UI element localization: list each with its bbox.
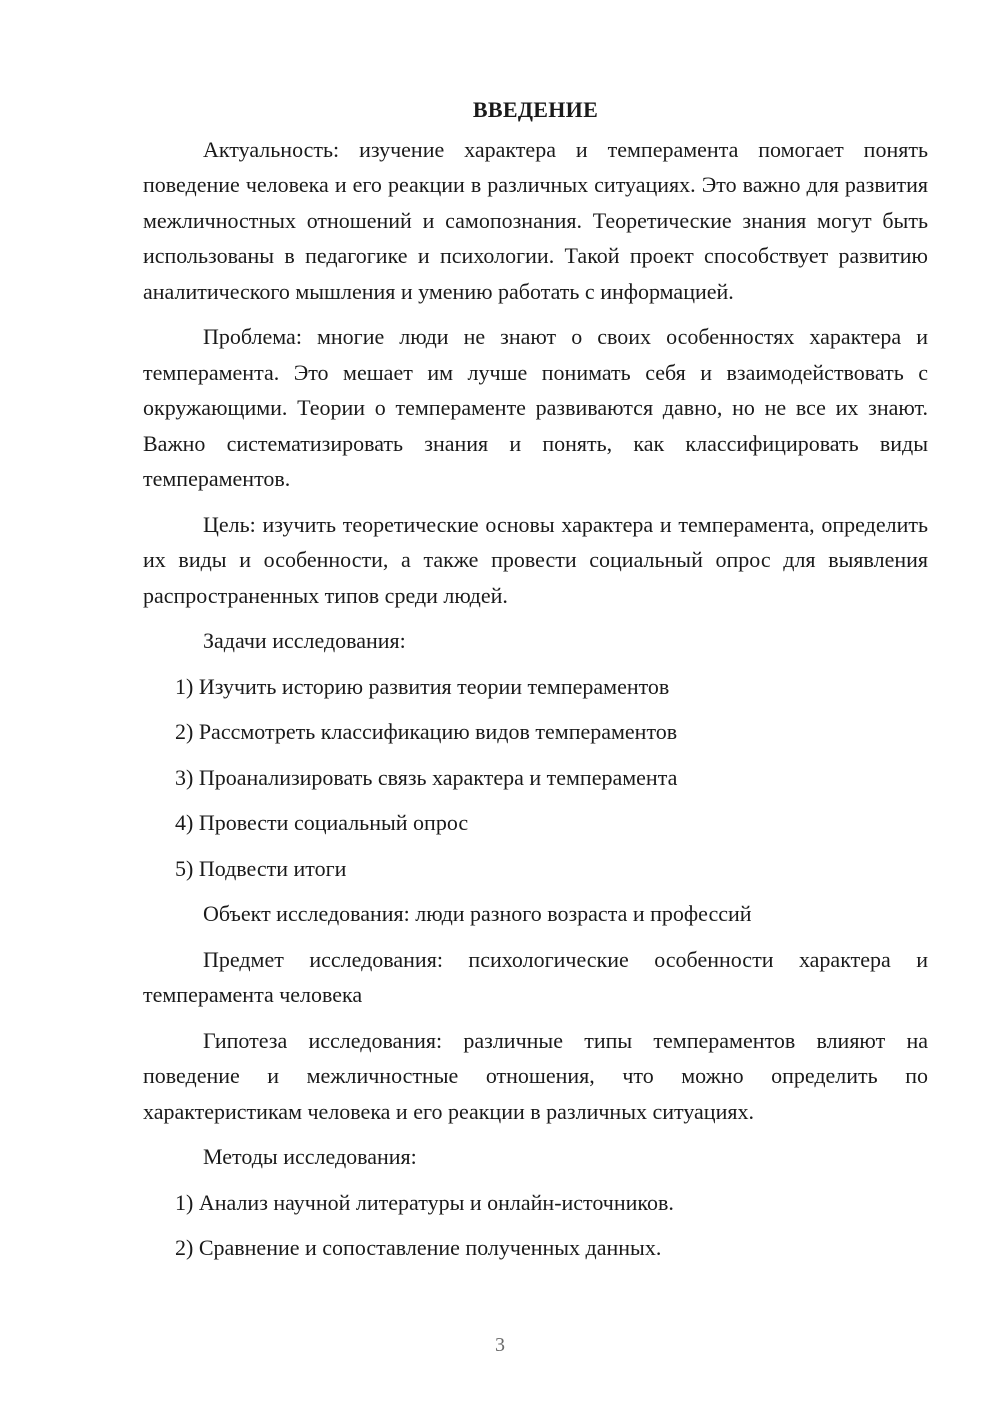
problem-paragraph: Проблема: многие люди не знают о своих особенностях характера и темперамента. Это мешает им лучше понимать себя и взаимодействовать с окружающими. Теории о темпераменте развиваются давно, но не все их знают. Важно систематизировать знания и понять, как классифицировать виды темпераментов. <box>143 324 928 491</box>
goal-paragraph: Цель: изучить теоретические основы характера и темперамента, определить их виды и особенности, а также провести социальный опрос для выявления распространенных типов среди людей. <box>143 511 928 608</box>
document-page <box>143 92 928 1276</box>
task-item: 1) Изучить историю развития теории темпераментов <box>175 673 670 699</box>
methods-list <box>143 1185 928 1266</box>
method-item: 2) Сравнение и сопоставление полученных данных. <box>175 1235 662 1260</box>
tasks-heading: Задачи исследования: <box>203 628 406 653</box>
page-title: ВВЕДЕНИЕ <box>472 97 599 122</box>
task-item: 4) Провести социальный опрос <box>175 810 469 835</box>
page-number: 3 <box>495 1334 505 1356</box>
task-item: 2) Рассмотреть классификацию видов темпераментов <box>175 719 678 744</box>
task-item: 3) Проанализировать связь характера и темперамента <box>175 764 678 790</box>
method-item: 1) Анализ научной литературы и онлайн-источников. <box>175 1189 674 1215</box>
task-item: 5) Подвести итоги <box>175 855 347 881</box>
hypothesis-paragraph: Гипотеза исследования: различные типы темпераментов влияют на поведение и межличностные отношения, что можно определить по характеристикам человека и его реакции в различных ситуациях. <box>143 1027 928 1124</box>
object-paragraph: Объект исследования: люди разного возраста и профессий <box>203 901 752 926</box>
methods-heading: Методы исследования: <box>203 1144 417 1169</box>
relevance-paragraph: Актуальность: изучение характера и темперамента помогает понять поведение человека и его реакции в различных ситуациях. Это важно для развития межличностных отношений и самопознания. Теоретические знания могут быть использованы в педагогике и психологии. Такой проект способствует развитию аналитического мышления и умению работать с информацией. <box>143 136 928 304</box>
subject-paragraph: Предмет исследования: психологические особенности характера и темперамента человека <box>143 946 928 1007</box>
tasks-list <box>143 669 928 887</box>
